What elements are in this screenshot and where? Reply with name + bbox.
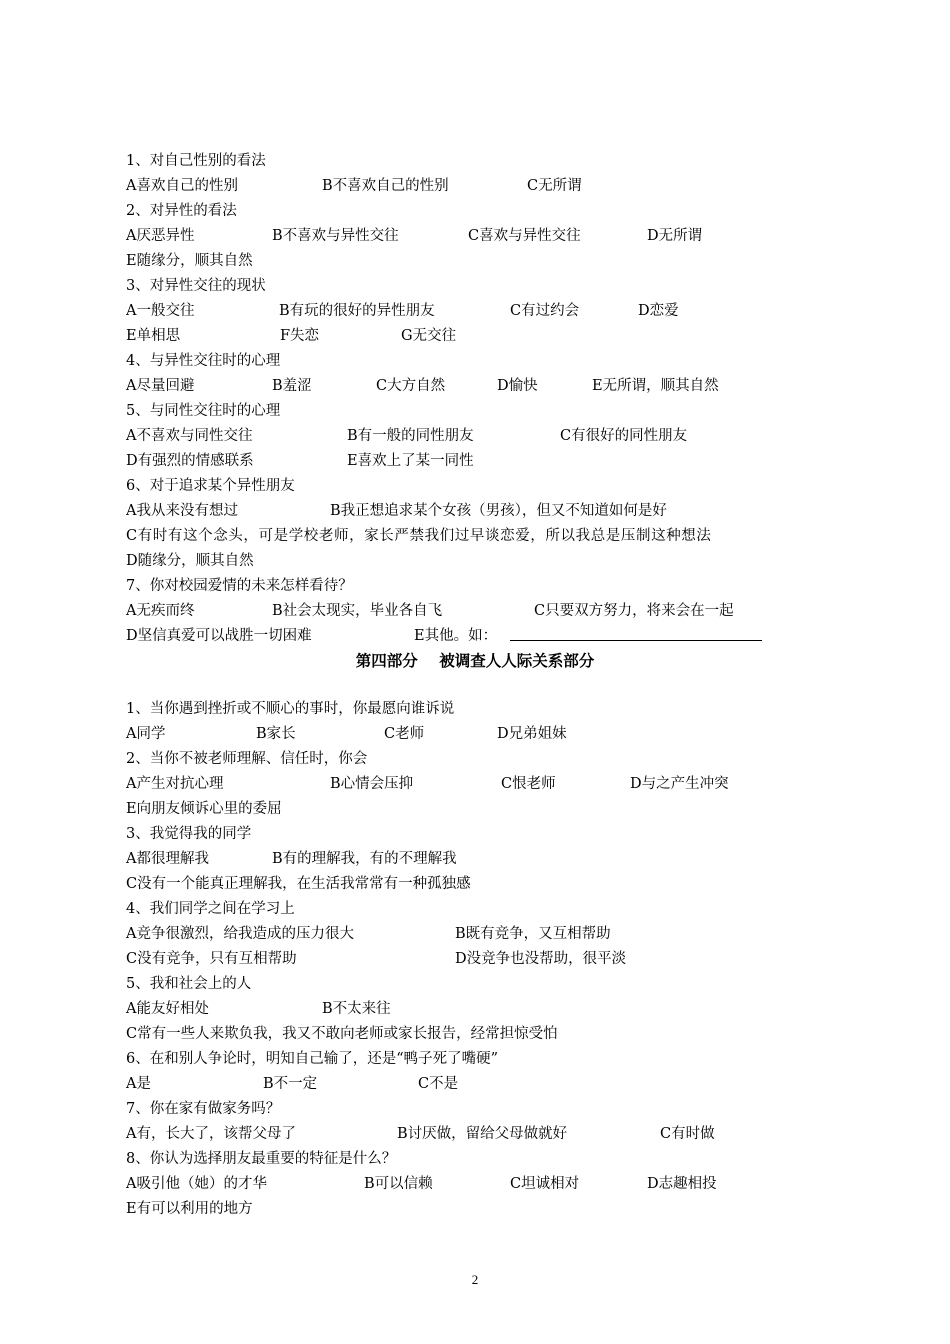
option: C老师 [384,726,425,742]
option: C没有一个能真正理解我，在生活我常常有一种孤独感 [126,876,471,892]
option: D志趣相投 [647,1176,717,1192]
option: C没有竞争，只有互相帮助 [126,951,297,967]
option: D恋爱 [638,303,679,319]
question-1: 1、当你遇到挫折或不顺心的事时，你最愿向谁诉说 [126,701,455,717]
option: G无交往 [401,328,457,344]
question-6: 6、在和别人争论时，明知自己输了，还是“鸭子死了嘴硬” [126,1051,499,1067]
option: D坚信真爱可以战胜一切困难 [126,628,312,644]
option: C无所谓 [527,178,582,194]
question-6: 6、对于追求某个异性朋友 [126,478,295,494]
option: B羞涩 [272,378,312,394]
option: C有过约会 [510,303,580,319]
question-4: 4、我们同学之间在学习上 [126,901,295,917]
option: E随缘分，顺其自然 [126,253,253,269]
question-4: 4、与异性交往时的心理 [126,353,281,369]
question-2: 2、当你不被老师理解、信任时，你会 [126,751,368,767]
option: C喜欢与异性交往 [468,228,581,244]
option: D随缘分，顺其自然 [126,553,254,569]
page-number: 2 [471,1272,479,1287]
option: E其他。如： [414,628,498,644]
option: E单相思 [126,328,181,344]
option: B社会太现实，毕业各自飞 [272,603,443,619]
option: E有可以利用的地方 [126,1201,253,1217]
option: B我正想追求某个女孩（男孩），但又不知道如何是好 [330,503,667,519]
option: C常有一些人来欺负我，我又不敢向老师或家长报告，经常担惊受怕 [126,1026,558,1042]
question-5: 5、与同性交往时的心理 [126,403,281,419]
option: D无所谓 [647,228,703,244]
question-3: 3、我觉得我的同学 [126,826,252,842]
option: C只要双方努力，将来会在一起 [534,603,734,619]
option: C有时做 [660,1126,715,1142]
option: A一般交往 [126,303,195,319]
option: D愉快 [497,378,538,394]
option: B有的理解我，有的不理解我 [272,851,457,867]
question-8: 8、你认为选择朋友最重要的特征是什么？ [126,1151,397,1167]
option: E向朋友倾诉心里的委屈 [126,801,282,817]
option: B有玩的很好的异性朋友 [279,303,435,319]
question-3: 3、对异性交往的现状 [126,278,266,294]
option: B讨厌做，留给父母做就好 [397,1126,568,1142]
option: A尽量回避 [126,378,195,394]
option: A产生对抗心理 [126,776,224,792]
option: B不一定 [263,1076,318,1092]
option: C有很好的同性朋友 [560,428,688,444]
section-heading: 第四部分 被调查人人际关系部分 [355,652,595,670]
option: E无所谓，顺其自然 [592,378,719,394]
option: C坦诚相对 [510,1176,580,1192]
option: A有，长大了，该帮父母了 [126,1126,296,1142]
option: A吸引他（她）的才华 [126,1176,267,1192]
option: A喜欢自己的性别 [126,178,238,194]
option: D有强烈的情感联系 [126,453,254,469]
option: C有时有这个念头，可是学校老师，家长严禁我们过早谈恋爱，所以我总是压制这种想法 [126,528,712,544]
option: B不喜欢自己的性别 [322,178,449,194]
question-5: 5、我和社会上的人 [126,976,252,992]
option: B可以信赖 [364,1176,433,1192]
option: B不喜欢与异性交往 [272,228,399,244]
option: A厌恶异性 [126,228,195,244]
option: C恨老师 [501,776,556,792]
question-7: 7、你在家有做家务吗？ [126,1101,281,1117]
option: C大方自然 [376,378,446,394]
option: A我从来没有想过 [126,503,238,519]
option: A竞争很激烈，给我造成的压力很大 [126,926,354,942]
fill-in-blank-line[interactable] [510,640,762,641]
option: A是 [126,1076,151,1092]
option: A能友好相处 [126,1001,209,1017]
option: B家长 [256,726,296,742]
option: E喜欢上了某一同性 [347,453,474,469]
option: F失恋 [280,328,320,344]
option: D与之产生冲突 [630,776,729,792]
question-7: 7、你对校园爱情的未来怎样看待？ [126,578,353,594]
option: A无疾而终 [126,603,195,619]
option: B有一般的同性朋友 [347,428,474,444]
option: D兄弟姐妹 [497,726,567,742]
option: D没竞争也没帮助，很平淡 [455,951,627,967]
option: A都很理解我 [126,851,209,867]
question-1: 1、对自己性别的看法 [126,153,266,169]
option: A不喜欢与同性交往 [126,428,253,444]
option: B心情会压抑 [330,776,414,792]
question-2: 2、对异性的看法 [126,203,237,219]
option: C不是 [418,1076,459,1092]
option: B不太来往 [322,1001,391,1017]
option: B既有竞争，又互相帮助 [455,926,611,942]
option: A同学 [126,726,166,742]
